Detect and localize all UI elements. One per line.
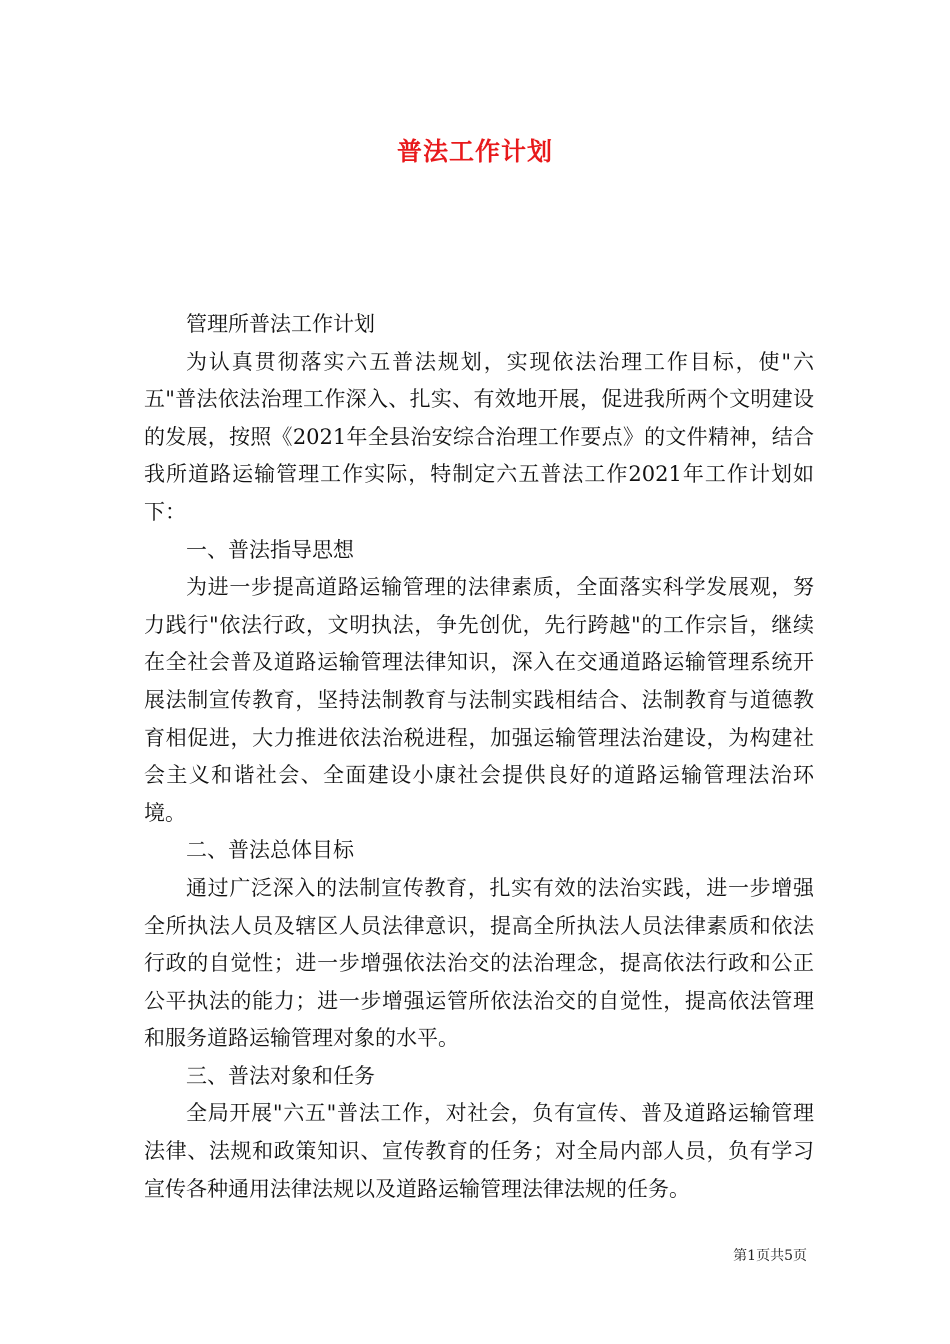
section-heading-targets-tasks: 三、普法对象和任务	[186, 1063, 375, 1088]
paragraph-subtitle: 管理所普法工作计划	[186, 312, 375, 336]
section-heading-guiding-thought: 一、普法指导思想	[186, 537, 354, 562]
page-number: 第1页共5页	[733, 1248, 807, 1264]
document-title: 普法工作计划	[396, 137, 553, 166]
paragraph-targets-tasks: 全局开展"六五"普法工作，对社会，负有宣传、普及道路运输管理法律、法规和政策知识、宣传教育的任务；对全局内部人员，负有学习宣传各种通用法律法规以及道路运输管理法律法规的任务。	[144, 1101, 814, 1201]
paragraph-overall-goal: 通过广泛深入的法制宣传教育，扎实有效的法治实践，进一步增强全所执法人员及辖区人员法律意识，提高全所执法人员法律素质和依法行政的自觉性；进一步增强依法治交的法治理念，提高依法行政和公正公平执法的能力；进一步增强运管所依法治交的自觉性，提高依法管理和服务道路运输管理对象的水平。	[144, 875, 814, 1051]
paragraph-guiding-thought: 为进一步提高道路运输管理的法律素质，全面落实科学发展观，努力践行"依法行政，文明执法，争先创优，先行跨越"的工作宗旨，继续在全社会普及道路运输管理法律知识，深入在交通道路运输管理系统开展法制宣传教育，坚持法制教育与法制实践相结合、法制教育与道德教育相促进，大力推进依法治税进程，加强运输管理法治建设，为构建社会主义和谐社会、全面建设小康社会提供良好的道路运输管理法治环境。	[144, 575, 814, 825]
document-body	[144, 306, 814, 1208]
section-heading-overall-goal: 二、普法总体目标	[186, 838, 354, 863]
paragraph-intro: 为认真贯彻落实六五普法规划，实现依法治理工作目标，使"六五"普法依法治理工作深入、扎实、有效地开展，促进我所两个文明建设的发展，按照《2021年全县治安综合治理工作要点》的文件精神，结合我所道路运输管理工作实际，特制定六五普法工作2021年工作计划如下：	[144, 349, 814, 524]
